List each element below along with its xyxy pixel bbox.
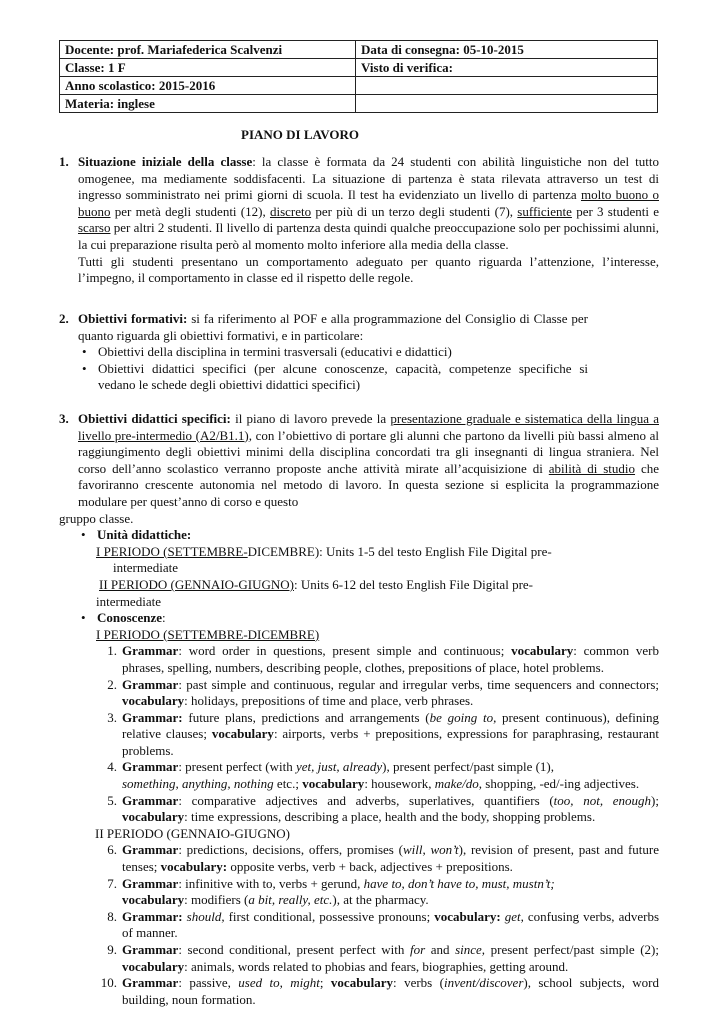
period-1-units-cont: intermediate <box>113 560 178 576</box>
list-item: • Obiettivi didattici specifici (per alcune conoscenze, capacità, competenze specifiche si vedano le schede degli obiettivi didattici specifici) <box>78 361 588 394</box>
section-label: Situazione iniziale della classe <box>78 154 253 169</box>
empty-cell <box>356 77 658 95</box>
section-paragraph: Situazione iniziale della classe: la classe è formata da 24 studenti con abilità linguistiche non del tutto omogenee, ma mediamente soddisfacenti. La situazione di partenza è stata rilevata attraverso un test di ingresso somministrato nei primi giorni di scuola. Il test ha evidenziato un livello di partenza molto buono o buono per metà degli studenti (12), discreto per più di un terzo degli studenti (7), sufficiente per 3 studenti e scarso per altri 2 studenti. Il livello di partenza desta quindi qualche preoccupazione solo per pochissimi alunni, la cui preparazione risulta però al momento molto inferiore alla media della classe. <box>78 154 660 252</box>
list-item: • Unità didattiche: <box>77 527 659 544</box>
section-paragraph: gruppo classe. <box>59 510 134 526</box>
list-item: 3. Grammar: future plans, predictions and arrangements (be going to, present continuous), defining relative clauses; vocabulary: airports, verbs + prepositions, expressions for paraphrasing, restaurant problems. <box>107 709 660 758</box>
empty-cell <box>356 95 658 113</box>
section-obiettivi-didattici <box>59 411 659 1008</box>
section-number: 1. <box>59 154 69 169</box>
list-item: • Obiettivi della disciplina in termini trasversali (educativi e didattici) <box>78 344 588 361</box>
period-1-heading: I PERIODO (SETTEMBRE-DICEMBRE) <box>96 626 320 642</box>
school-year-cell: Anno scolastico: 2015-2016 <box>60 77 356 95</box>
section-paragraph: Obiettivi formativi: si fa riferimento al POF e alla programmazione del Consiglio di Classe per quanto riguarda gli obiettivi formativi, e in particolare: <box>78 311 588 343</box>
period-2-heading: II PERIODO (GENNAIO-GIUGNO) <box>95 825 290 841</box>
subject-cell: Materia: inglese <box>60 95 356 113</box>
delivery-date-cell: Data di consegna: 05-10-2015 <box>356 41 658 59</box>
list-item: 8. Grammar: should, first conditional, possessive pronouns; vocabulary: get, confusing verbs, adverbs of manner. <box>107 908 659 941</box>
list-item: 5. Grammar: comparative adjectives and adverbs, superlatives, quantifiers (too, not, enough); vocabulary: time expressions, describing a place, health and the body, shopping problems. <box>107 792 659 825</box>
section-number: 3. <box>59 411 69 426</box>
list-item: 6. Grammar: predictions, decisions, offers, promises (will, won’t), revision of present, past and future tenses; vocabulary: opposite verbs, verb + back, adjectives + prepositions. <box>107 842 659 875</box>
list-item: 10. Grammar: passive, used to, might; vocabulary: verbs (invent/discover), school subjects, word building, noun formation. <box>100 975 659 1007</box>
section-paragraph: Obiettivi didattici specifici: il piano di lavoro prevede la presentazione graduale e sistematica della lingua a livello pre-intermedio (A2/B1.1), con l’obiettivo di portare gli alunni che partono da livelli più bassi almeno al raggiungimento degli obiettivi minimi della disciplina concordati tra gli insegnanti di lingua straniera. Nel corso dell’anno scolastico verranno proposte anche attività mirate all’acquisizione di abilità di studio che favoriranno crescente autonomia nel metodo di lavoro. In questa sezione si esplicita la programmazione modulare per quest’anno di corso e questo <box>78 411 659 509</box>
section-obiettivi-formativi <box>59 311 659 394</box>
bullet-list <box>77 610 659 627</box>
class-cell: Classe: 1 F <box>60 59 356 77</box>
section-number: 2. <box>59 311 69 326</box>
section-situazione-iniziale <box>59 154 659 287</box>
unit-list <box>59 643 659 826</box>
section-label: Obiettivi didattici specifici: <box>78 411 231 426</box>
verification-cell: Visto di verifica: <box>356 59 658 77</box>
period-2-units-cont: intermediate <box>96 593 161 609</box>
section-paragraph: Tutti gli studenti presentano un comportamento adeguato per quanto riguarda l’attenzione, l’interesse, l’impegno, il comportamento in classe ed il rispetto delle regole. <box>78 253 659 286</box>
list-item: 7. Grammar: infinitive with to, verbs + gerund, have to, don’t have to, must, mustn’t; vocabulary: modifiers (a bit, really, etc.), at the pharmacy. <box>107 875 555 908</box>
list-item: 4. Grammar: present perfect (with yet, just, already), present perfect/past simple (1), something, anything, nothing etc.; vocabulary: housework, make/do, shopping, -ed/-ing adjectives. <box>107 759 640 792</box>
period-2-units: II PERIODO (GENNAIO-GIUGNO): Units 6-12 del testo English File Digital pre- <box>99 576 533 592</box>
bullet-list <box>77 527 659 544</box>
list-item: • Conoscenze: <box>77 610 659 627</box>
period-1-units: I PERIODO (SETTEMBRE-DICEMBRE): Units 1-5 del testo English File Digital pre- <box>96 543 552 559</box>
unit-list <box>59 842 659 1008</box>
header-table <box>59 40 658 113</box>
list-item: 9. Grammar: second conditional, present perfect with for and since, present perfect/past simple (2); vocabulary: animals, words related to phobias and fears, biographies, getting around. <box>107 942 659 974</box>
list-item: 1. Grammar: word order in questions, present simple and continuous; vocabulary: common verb phrases, spelling, numbers, describing people, clothes, prepositions of place, hotel problems. <box>107 643 659 675</box>
bullet-list <box>78 344 588 394</box>
page-title: PIANO DI LAVORO <box>241 127 359 142</box>
section-label: Obiettivi formativi: <box>78 311 188 326</box>
teacher-cell: Docente: prof. Mariafederica Scalvenzi <box>60 41 356 59</box>
list-item: 2. Grammar: past simple and continuous, regular and irregular verbs, time sequencers and connectors; vocabulary: holidays, prepositions of time and place, verb phrases. <box>107 676 659 709</box>
